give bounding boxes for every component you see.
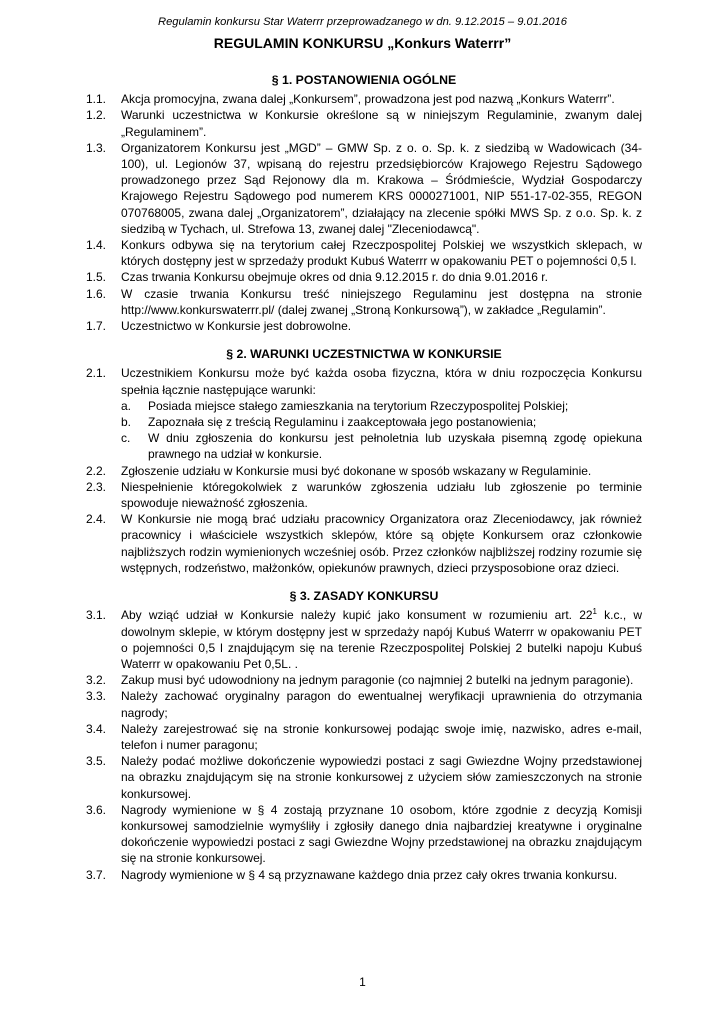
item-text: Zgłoszenie udziału w Konkursie musi być dokonane w sposób wskazany w Regulaminie.: [121, 463, 592, 478]
item-text: Niespełnienie któregokolwiek z warunków zgłoszenia udziału lub zgłoszenie po terminie spowoduje nieważność zgłoszenia.: [121, 479, 642, 511]
list-item: [86, 479, 642, 511]
section-heading: § 3. ZASADY KONKURSU: [289, 589, 439, 604]
item-number: 1.7.: [86, 319, 107, 334]
item-number: 1.2.: [86, 108, 107, 123]
item-text: Warunki uczestnictwa w Konkursie określone są w niniejszym Regulaminie, zwanym dalej „Regulaminem”.: [121, 108, 642, 139]
list-item: [86, 269, 642, 285]
page-number: 1: [359, 975, 366, 989]
list-item: [86, 107, 642, 139]
item-number: 3.3.: [86, 689, 107, 704]
item-number: a.: [121, 398, 132, 413]
item-text: Aby wziąć udział w Konkursie należy kupić jako konsument w rozumieniu art. 22: [121, 608, 593, 623]
item-text: Czas trwania Konkursu obejmuje okres od dnia 9.12.2015 r. do dnia 9.01.2016 r.: [121, 270, 548, 285]
item-text: Uczestnictwo w Konkursie jest dobrowolne.: [121, 319, 352, 334]
item-number: 3.6.: [86, 802, 107, 817]
list-subitem: [86, 430, 642, 462]
item-number: 1.5.: [86, 270, 107, 285]
list-subitem: [86, 414, 642, 430]
list-subitem: [86, 398, 642, 414]
list-item: [86, 511, 642, 576]
list-item: [86, 91, 642, 107]
item-number: 1.1.: [86, 92, 107, 107]
item-text: Akcja promocyjna, zwana dalej „Konkursem”, prowadzona jest pod nazwą „Konkurs Waterrr”.: [121, 92, 615, 107]
item-text: Należy podać możliwe dokończenie wypowiedzi postaci z sagi Gwiezdne Wojny przedstawionej na obrazku znajdującym się na stronie konkursowej z użyciem słów zamieszczonych na stronie konkursowej.: [121, 754, 642, 801]
document-title: REGULAMIN KONKURSU „Konkurs Waterrr”: [213, 35, 512, 51]
item-text: Zapoznała się z treścią Regulaminu i zaakceptowała jego postanowienia;: [148, 415, 537, 430]
item-text: Posiada miejsce stałego zamieszkania na terytorium Rzeczypospolitej Polskiej;: [148, 398, 569, 413]
footnote-superscript: 1: [592, 607, 597, 617]
item-text: W czasie trwania Konkursu treść niniejszego Regulaminu jest dostępna na stronie http://www.konkurswaterrr.pl/ (dalej zwanej „Stroną Konkursową”), w zakładce „Regulamin”.: [121, 286, 642, 317]
item-text: W Konkursie nie mogą brać udziału pracownicy Organizatora oraz Zleceniodawcy, jak również pracownicy i właściciele wszystkich sklepów, które są objęte Konkursem oraz członkowie najbliższych rodzin wymienionych wcześniej osób. Przez członków najbliższej rodziny rozumie się wstępnych, rodzeństwo, małżonków, opiekunów prawnych, dzieci przysposobione oraz dzieci.: [121, 512, 642, 575]
list-item: [86, 365, 642, 397]
item-number: 3.2.: [86, 673, 107, 688]
list-item: [86, 688, 642, 720]
section-heading: § 2. WARUNKI UCZESTNICTWA W KONKURSIE: [226, 347, 502, 362]
list-item: [86, 802, 642, 867]
item-number: 3.4.: [86, 721, 107, 736]
item-number: 1.4.: [86, 238, 107, 253]
item-text: Konkurs odbywa się na terytorium całej Rzeczpospolitej Polskiej we wszystkich sklepach, w których dostępny jest w sprzedaży produkt Kubuś Waterrr w opakowaniu PET o pojemności 0,5 l.: [121, 238, 642, 269]
item-text: Należy zachować oryginalny paragon do ewentualnej weryfikacji uprawnienia do otrzymania nagrody;: [121, 689, 642, 720]
list-item: [86, 672, 642, 688]
section-gap: [86, 334, 642, 346]
list-item: [86, 607, 642, 672]
item-text: Nagrody wymienione w § 4 zostają przyznane 10 osobom, które zgodnie z decyzją Komisji konkursowej samodzielnie wymyśliły i zgłosiły danego dnia najbardziej kreatywne i oryginalne dokończenie wypowiedzi postaci z sagi Gwiezdne Wojny przedstawionej na obrazku znajdującym się na stronie konkursowej.: [121, 802, 642, 866]
item-number: 3.7.: [86, 867, 107, 882]
list-item: [86, 140, 642, 237]
item-number: 3.5.: [86, 754, 107, 769]
section-heading: § 1. POSTANOWIENIA OGÓLNE: [271, 73, 457, 87]
list-item: [86, 753, 642, 802]
item-number: c.: [121, 431, 131, 446]
item-number: 2.2.: [86, 463, 107, 478]
list-item: [86, 721, 642, 753]
item-text: W dniu zgłoszenia do konkursu jest pełnoletnia lub uzyskała pisemną zgodę opiekuna prawnego na udział w konkursie.: [148, 431, 642, 462]
item-number: 1.3.: [86, 140, 107, 155]
item-number: b.: [121, 415, 132, 430]
list-item: [86, 867, 642, 883]
item-number: 2.3.: [86, 479, 107, 494]
list-item: [86, 318, 642, 334]
item-text-continued: k.c., w dowolnym sklepie, w którym dostępny jest w sprzedaży napój Kubuś Waterrr w opakowaniu PET o pojemności 0,5 l znajdującym się na terenie Rzeczpospolitej Polskiej 2 butelki napoju Kubuś Waterrr w opakowaniu Pet 0,5L. .: [121, 608, 643, 671]
item-number: 3.1.: [86, 608, 107, 623]
item-number: 1.6.: [86, 286, 107, 301]
item-text: Nagrody wymienione w § 4 są przyznawane każdego dnia przez cały okres trwania konkursu.: [121, 867, 618, 882]
section-gap: [86, 576, 642, 588]
item-number: 2.4.: [86, 512, 107, 527]
list-item: [86, 463, 642, 479]
list-item: [86, 237, 642, 269]
item-text: Zakup musi być udowodniony na jednym paragonie (co najmniej 2 butelki na jednym paragonie).: [121, 673, 634, 688]
running-header: Regulamin konkursu Star Waterrr przeprowadzanego w dn. 9.12.2015 – 9.01.2016: [157, 16, 567, 28]
document-body: [86, 72, 642, 883]
item-number: 2.1.: [86, 366, 107, 381]
item-text: Organizatorem Konkursu jest „MGD” – GMW Sp. z o. o. Sp. k. z siedzibą w Wadowicach (34-100), ul. Legionów 37, wpisaną do rejestru przedsiębiorców Krajowego Rejestru Sądowego prowadzonego przez Sąd Rejonowy dla m. Krakowa – Śródmieście, Wydział Gospodarczy Krajowego Rejestru Sądowego pod numerem KRS 0000271001, NIP 551-17-02-355, REGON 070768005, zwana dalej „Organizatorem”, działający na zlecenie spółki MWS Sp. z o.o. Sp. k. z siedzibą w Tychach, ul. Strefowa 13, zwanej dalej "Zleceniodawcą".: [121, 140, 642, 236]
item-text: Uczestnikiem Konkursu może być każda osoba fizyczna, która w dniu rozpoczęcia Konkursu spełnia łącznie następujące warunki:: [121, 366, 642, 397]
list-item: [86, 286, 642, 318]
item-text: Należy zarejestrować się na stronie konkursowej podając swoje imię, nazwisko, adres e-mail, telefon i numer paragonu;: [121, 721, 642, 752]
